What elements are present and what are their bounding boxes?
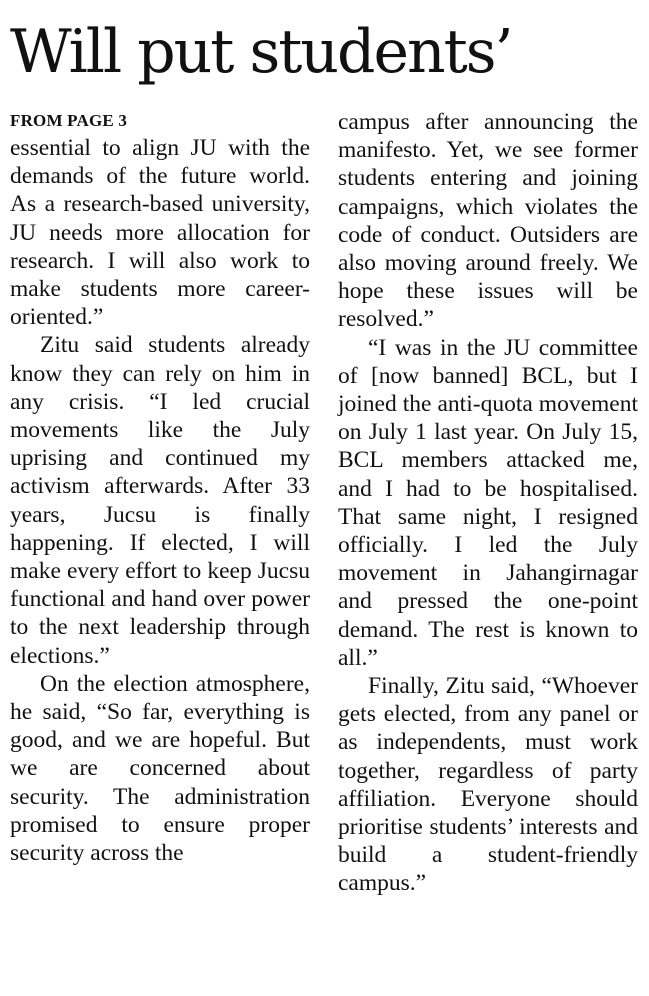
paragraph: “I was in the JU committee of [now banned] BCL, but I joined the anti-quota movement on July 1 last year. On July 15, BCL members attacked me, and I had to be hospitalised. That same night, I resigned officially. I led the July movement in Jahangirnagar and pressed the one-point demand. The rest is known to all.” bbox=[338, 334, 638, 671]
article-column-right bbox=[338, 108, 638, 898]
paragraph: On the election atmosphere, he said, “So far, everything is good, and we are hopeful. But we are concerned about security. The administration promised to ensure proper security across the bbox=[10, 670, 310, 867]
paragraph: essential to align JU with the demands of the future world. As a research-based university, JU needs more allocation for research. I will also work to make students more career-oriented.” bbox=[10, 135, 310, 331]
jump-label: FROM PAGE 3 bbox=[10, 111, 128, 130]
article-column-left bbox=[10, 108, 310, 867]
paragraph: Zitu said students already know they can rely on him in any crisis. “I led crucial movements like the July uprising and continued my activism afterwards. After 33 years, Jucsu is finally happening. If elected, I will make every effort to keep Jucsu functional and hand over power to the next leadership through elections.” bbox=[10, 332, 310, 669]
headline: Will put students’ bbox=[10, 17, 512, 87]
paragraph: Finally, Zitu said, “Whoever gets elected, from any panel or as independents, must work together, regardless of party affiliation. Everyone should prioritise students’ interests and build a student-friendly campus.” bbox=[338, 673, 638, 897]
paragraph: campus after announcing the manifesto. Yet, we see former students entering and joining campaigns, which violates the code of conduct. Outsiders are also moving around freely. We hope these issues will be resolved.” bbox=[338, 109, 638, 333]
